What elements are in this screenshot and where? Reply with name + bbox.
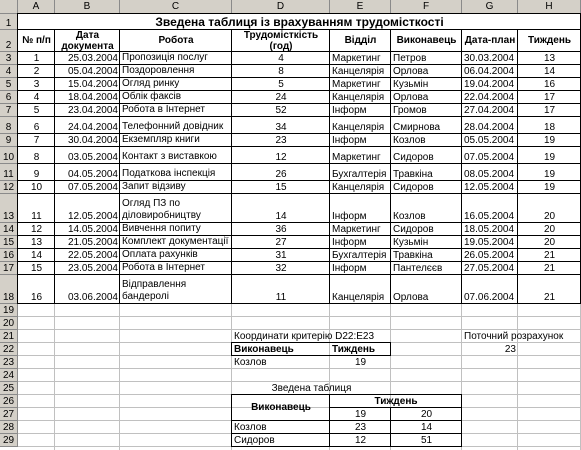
header-4[interactable]: Відділ <box>330 30 391 52</box>
row-header-2[interactable]: 2 <box>0 30 18 52</box>
header-7[interactable]: Тиждень <box>518 30 581 52</box>
table-hline <box>17 51 580 52</box>
pivot-col-header[interactable]: Тиждень <box>374 396 418 407</box>
table-cell[interactable]: 27.05.2004 <box>462 262 518 275</box>
table-cell[interactable]: Пантелєєв <box>391 262 462 275</box>
header-2[interactable]: Робота <box>120 30 232 52</box>
table-cell[interactable]: 24.04.2004 <box>55 117 120 134</box>
table-cell[interactable]: 16.05.2004 <box>462 194 518 223</box>
select-all-corner[interactable] <box>0 0 18 14</box>
table-cell[interactable]: 30.03.2004 <box>462 52 518 65</box>
table-cell[interactable]: 7 <box>18 134 55 147</box>
table-cell[interactable]: Пропозиція послуг <box>120 52 232 65</box>
column-header-g[interactable]: G <box>462 0 518 14</box>
row-header-24[interactable]: 24 <box>0 369 18 382</box>
pivot-hline <box>231 420 461 421</box>
pivot-hline <box>329 407 461 408</box>
table-cell[interactable]: Робота в Інтернет <box>120 262 232 275</box>
table-cell[interactable]: 19 <box>518 147 581 164</box>
table-cell[interactable]: 14 <box>18 249 55 262</box>
table-hline <box>17 29 580 30</box>
pivot-week[interactable]: 19 <box>354 409 367 420</box>
table-cell[interactable]: 03.05.2004 <box>55 147 120 164</box>
table-cell[interactable]: Козлов <box>391 194 462 223</box>
table-cell[interactable]: 23.04.2004 <box>55 104 120 117</box>
criteria-v1[interactable]: Козлов <box>234 357 267 368</box>
table-cell[interactable]: Контакт з виставкою <box>120 147 232 164</box>
table-cell[interactable]: Інформ <box>330 104 391 117</box>
table-cell[interactable]: 36 <box>232 223 330 236</box>
pivot-name[interactable]: Сидоров <box>234 435 275 446</box>
table-cell[interactable]: Громов <box>391 104 462 117</box>
table-hline <box>17 261 580 262</box>
table-cell[interactable]: 03.06.2004 <box>55 275 120 304</box>
table-cell[interactable]: 30.04.2004 <box>55 134 120 147</box>
table-cell[interactable]: 1 <box>18 52 55 65</box>
row-gridline <box>18 316 581 317</box>
table-vline <box>17 29 18 304</box>
row-header-23[interactable]: 23 <box>0 356 18 369</box>
row-header-4[interactable]: 4 <box>0 65 18 78</box>
pivot-border <box>231 446 462 447</box>
table-cell[interactable]: 22.04.2004 <box>462 91 518 104</box>
table-vline <box>461 29 462 304</box>
column-header-a[interactable]: A <box>18 0 55 14</box>
table-cell[interactable]: Маркетинг <box>330 147 391 164</box>
row-header-10[interactable]: 10 <box>0 147 18 164</box>
table-cell[interactable]: Огляд ринку <box>120 78 232 91</box>
row-header-8[interactable]: 8 <box>0 117 18 134</box>
table-cell[interactable]: Маркетинг <box>330 52 391 65</box>
criteria-h2[interactable]: Тиждень <box>332 344 376 355</box>
row-header-9[interactable]: 9 <box>0 134 18 147</box>
table-cell[interactable]: 21 <box>518 262 581 275</box>
row-header-19[interactable]: 19 <box>0 304 18 317</box>
column-header-f[interactable]: F <box>391 0 462 14</box>
table-cell[interactable]: 26 <box>232 164 330 181</box>
row-header-3[interactable]: 3 <box>0 52 18 65</box>
pivot-value[interactable]: 12 <box>354 435 367 446</box>
table-cell[interactable]: Облік факсів <box>120 91 232 104</box>
row-header-1[interactable]: 1 <box>0 14 18 30</box>
table-cell[interactable]: 06.04.2004 <box>462 65 518 78</box>
pivot-value[interactable]: 51 <box>420 435 433 446</box>
pivot-row-header[interactable]: Виконавець <box>251 402 311 413</box>
table-cell[interactable]: 5 <box>18 104 55 117</box>
table-vline <box>231 29 232 304</box>
table-cell[interactable]: 34 <box>232 117 330 134</box>
table-cell[interactable]: 3 <box>18 78 55 91</box>
table-cell[interactable]: 04.05.2004 <box>55 164 120 181</box>
title-border <box>17 13 581 14</box>
table-hline <box>17 116 580 117</box>
row-header-15[interactable]: 15 <box>0 236 18 249</box>
row-header-27[interactable]: 27 <box>0 408 18 421</box>
table-cell[interactable]: Сидоров <box>391 181 462 194</box>
table-cell[interactable]: 19.04.2004 <box>462 78 518 91</box>
table-cell[interactable]: 12 <box>232 147 330 164</box>
table-cell[interactable]: 19 <box>518 164 581 181</box>
table-cell[interactable]: 07.06.2004 <box>462 275 518 304</box>
row-header-25[interactable]: 25 <box>0 382 18 395</box>
table-cell[interactable]: Телефонний довідник <box>120 117 232 134</box>
title-border <box>17 13 18 30</box>
table-cell[interactable]: 8 <box>232 65 330 78</box>
table-hline <box>17 163 580 164</box>
row-header-18[interactable]: 18 <box>0 275 18 304</box>
table-hline <box>17 180 580 181</box>
table-cell[interactable]: Сидоров <box>391 147 462 164</box>
table-hline <box>17 274 580 275</box>
table-cell[interactable]: 14.05.2004 <box>55 223 120 236</box>
pivot-vline <box>390 407 391 447</box>
criteria-border <box>390 342 391 356</box>
table-cell[interactable]: Канцелярія <box>330 65 391 78</box>
table-vline <box>329 29 330 304</box>
table-cell[interactable]: 26.05.2004 <box>462 249 518 262</box>
table-cell[interactable]: Інформ <box>330 262 391 275</box>
header-0[interactable]: № п/п <box>18 30 55 52</box>
table-cell[interactable]: 21.05.2004 <box>55 236 120 249</box>
table-cell[interactable]: Запит відзиву <box>120 181 232 194</box>
header-5[interactable]: Виконавець <box>391 30 462 52</box>
table-cell[interactable]: 20 <box>518 194 581 223</box>
table-cell[interactable]: 19.05.2004 <box>462 236 518 249</box>
table-cell[interactable]: Комплект документації <box>120 236 232 249</box>
table-cell[interactable]: 5 <box>232 78 330 91</box>
table-cell[interactable]: Екземпляр книги <box>120 134 232 147</box>
table-cell[interactable]: Канцелярія <box>330 275 391 304</box>
table-cell[interactable]: Сидоров <box>391 223 462 236</box>
column-header-h[interactable]: H <box>518 0 581 14</box>
table-cell[interactable]: 15.04.2004 <box>55 78 120 91</box>
criteria-v2[interactable]: 19 <box>354 357 367 368</box>
table-cell[interactable]: 19 <box>518 181 581 194</box>
pivot-value[interactable]: 14 <box>420 422 433 433</box>
row-header-22[interactable]: 22 <box>0 343 18 356</box>
table-cell[interactable]: 19 <box>518 134 581 147</box>
column-header-e[interactable]: E <box>330 0 391 14</box>
table-cell[interactable]: 17 <box>518 104 581 117</box>
pivot-week[interactable]: 20 <box>420 409 433 420</box>
table-cell[interactable]: 25.03.2004 <box>55 52 120 65</box>
table-cell[interactable]: Відправлення бандеролі <box>120 275 232 304</box>
table-cell[interactable]: 15 <box>18 262 55 275</box>
table-hline <box>17 222 580 223</box>
table-cell[interactable]: Поздоровлення <box>120 65 232 78</box>
table-cell[interactable]: Податкова інспекція <box>120 164 232 181</box>
table-cell[interactable]: 08.05.2004 <box>462 164 518 181</box>
header-6[interactable]: Дата-план <box>462 30 518 52</box>
row-header-6[interactable]: 6 <box>0 91 18 104</box>
row-header-29[interactable]: 29 <box>0 434 18 447</box>
table-hline <box>17 77 580 78</box>
table-cell[interactable]: Інформ <box>330 236 391 249</box>
table-cell[interactable]: 4 <box>232 52 330 65</box>
table-cell[interactable]: Маркетинг <box>330 78 391 91</box>
table-cell[interactable]: 15 <box>232 181 330 194</box>
table-vline <box>390 29 391 304</box>
table-cell[interactable]: 23.05.2004 <box>55 262 120 275</box>
table-cell[interactable]: 21 <box>518 275 581 304</box>
table-cell[interactable]: 22.05.2004 <box>55 249 120 262</box>
row-header-28[interactable]: 28 <box>0 421 18 434</box>
table-cell[interactable]: Петров <box>391 52 462 65</box>
table-cell[interactable]: Орлова <box>391 91 462 104</box>
table-cell[interactable]: Кузьмін <box>391 78 462 91</box>
table-cell[interactable]: Огляд ПЗ по діловиробництву <box>120 194 232 223</box>
table-vline <box>54 29 55 304</box>
pivot-hline <box>231 433 461 434</box>
table-cell[interactable]: 20 <box>518 236 581 249</box>
table-cell[interactable]: 05.05.2004 <box>462 134 518 147</box>
table-cell[interactable]: 14 <box>232 194 330 223</box>
header-1[interactable]: Дата документа <box>55 30 120 52</box>
table-cell[interactable]: Інформ <box>330 194 391 223</box>
pivot-title[interactable]: Зведена таблиця <box>271 383 352 394</box>
table-cell[interactable]: 05.04.2004 <box>55 65 120 78</box>
table-cell[interactable]: Оплата рахунків <box>120 249 232 262</box>
table-hline <box>17 103 580 104</box>
table-cell[interactable]: 07.05.2004 <box>462 147 518 164</box>
table-vline <box>119 29 120 304</box>
table-cell[interactable]: Кузьмін <box>391 236 462 249</box>
table-cell[interactable]: Орлова <box>391 65 462 78</box>
pivot-border <box>231 394 462 395</box>
table-cell[interactable]: 07.05.2004 <box>55 181 120 194</box>
table-cell[interactable]: 9 <box>18 164 55 181</box>
table-hline <box>17 64 580 65</box>
table-cell[interactable]: 27.04.2004 <box>462 104 518 117</box>
table-hline <box>17 303 580 304</box>
column-header-c[interactable]: C <box>120 0 232 14</box>
table-cell[interactable]: 20 <box>518 223 581 236</box>
table-cell[interactable]: 27 <box>232 236 330 249</box>
table-hline <box>17 146 580 147</box>
table-cell[interactable]: 11 <box>232 275 330 304</box>
table-cell[interactable]: 18.05.2004 <box>462 223 518 236</box>
pivot-border <box>461 394 462 447</box>
table-cell[interactable]: 2 <box>18 65 55 78</box>
row-header-21[interactable]: 21 <box>0 330 18 343</box>
row-header-20[interactable]: 20 <box>0 317 18 330</box>
table-cell[interactable]: 14 <box>518 65 581 78</box>
table-cell[interactable]: 32 <box>232 262 330 275</box>
table-cell[interactable]: 23 <box>232 134 330 147</box>
table-cell[interactable]: 31 <box>232 249 330 262</box>
criteria-border <box>231 342 232 356</box>
table-cell[interactable]: 18 <box>518 117 581 134</box>
table-cell[interactable]: 16 <box>18 275 55 304</box>
table-cell[interactable]: Канцелярія <box>330 181 391 194</box>
table-cell[interactable]: Робота в Інтернет <box>120 104 232 117</box>
table-hline <box>17 235 580 236</box>
table-hline <box>17 133 580 134</box>
row-header-26[interactable]: 26 <box>0 395 18 408</box>
table-cell[interactable]: Вивчення попиту <box>120 223 232 236</box>
table-hline <box>17 248 580 249</box>
current-value[interactable]: 23 <box>504 344 516 355</box>
table-cell[interactable]: Травкіна <box>391 164 462 181</box>
table-cell[interactable]: 24 <box>232 91 330 104</box>
table-hline <box>17 193 580 194</box>
table-cell[interactable]: 17 <box>518 91 581 104</box>
table-cell[interactable]: 4 <box>18 91 55 104</box>
table-cell[interactable]: Орлова <box>391 275 462 304</box>
table-cell[interactable]: Інформ <box>330 134 391 147</box>
table-hline <box>17 90 580 91</box>
table-cell[interactable]: 28.04.2004 <box>462 117 518 134</box>
table-cell[interactable]: 6 <box>18 117 55 134</box>
table-cell[interactable]: 18.04.2004 <box>55 91 120 104</box>
table-cell[interactable]: Маркетинг <box>330 223 391 236</box>
table-cell[interactable]: Бухгалтерія <box>330 164 391 181</box>
table-cell[interactable]: Козлов <box>391 134 462 147</box>
criteria-border <box>231 342 391 343</box>
column-header-d[interactable]: D <box>232 0 330 14</box>
row-header-17[interactable]: 17 <box>0 262 18 275</box>
table-cell[interactable]: 8 <box>18 147 55 164</box>
row-header-7[interactable]: 7 <box>0 104 18 117</box>
row-header-5[interactable]: 5 <box>0 78 18 91</box>
row-header-11[interactable]: 11 <box>0 164 18 181</box>
table-cell[interactable]: 12.05.2004 <box>55 194 120 223</box>
criteria-label[interactable]: Координати критерію D22:E23 <box>234 331 375 342</box>
criteria-border <box>231 355 391 356</box>
current-label[interactable]: Поточний розрахунок <box>464 331 564 342</box>
table-cell[interactable]: Смирнова <box>391 117 462 134</box>
header-3[interactable]: Трудомісткість (год) <box>232 30 330 52</box>
criteria-h1[interactable]: Виконавець <box>234 344 294 355</box>
table-cell[interactable]: 12 <box>18 223 55 236</box>
table-cell[interactable]: 12.05.2004 <box>462 181 518 194</box>
table-cell[interactable]: Канцелярія <box>330 91 391 104</box>
pivot-name[interactable]: Козлов <box>234 422 267 433</box>
row-header-13[interactable]: 13 <box>0 194 18 223</box>
table-cell[interactable]: 13 <box>518 52 581 65</box>
row-header-16[interactable]: 16 <box>0 249 18 262</box>
table-cell[interactable]: 21 <box>518 249 581 262</box>
pivot-value[interactable]: 23 <box>354 422 367 433</box>
row-header-14[interactable]: 14 <box>0 223 18 236</box>
table-cell[interactable]: 16 <box>518 78 581 91</box>
row-header-12[interactable]: 12 <box>0 181 18 194</box>
table-vline <box>517 29 518 304</box>
table-cell[interactable]: 13 <box>18 236 55 249</box>
table-cell[interactable]: Бухгалтерія <box>330 249 391 262</box>
sheet-title: Зведена таблиця із врахуванням трудомісткості <box>18 14 581 30</box>
table-cell[interactable]: Травкіна <box>391 249 462 262</box>
column-header-b[interactable]: B <box>55 0 120 14</box>
table-cell[interactable]: 10 <box>18 181 55 194</box>
table-cell[interactable]: Канцелярія <box>330 117 391 134</box>
table-cell[interactable]: 11 <box>18 194 55 223</box>
table-cell[interactable]: 52 <box>232 104 330 117</box>
